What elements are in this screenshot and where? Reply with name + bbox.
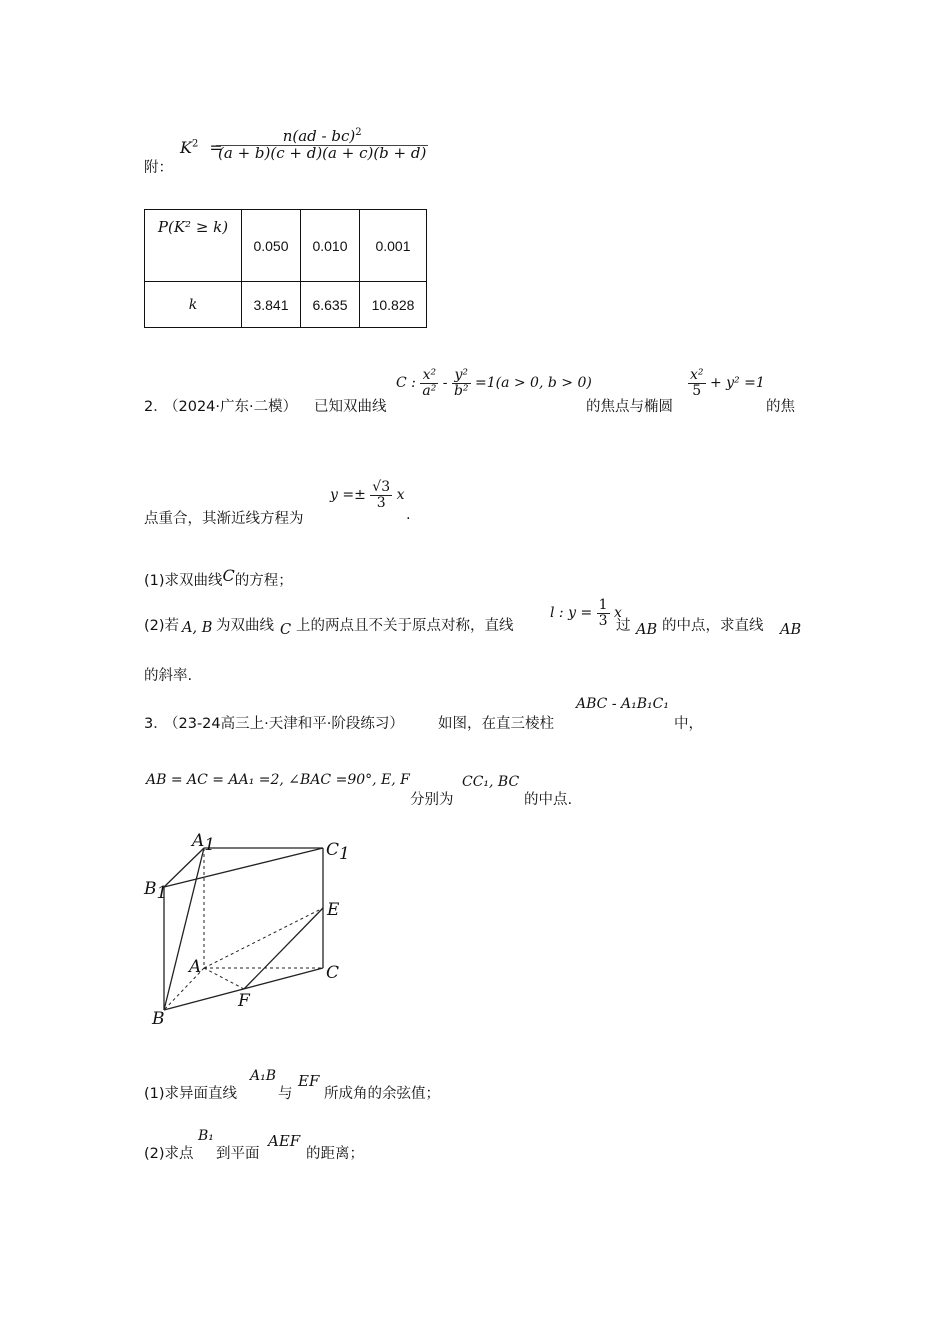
label-b: B bbox=[152, 1009, 165, 1029]
label-b1: B1 bbox=[144, 879, 168, 903]
label-a: A bbox=[189, 957, 202, 977]
q3-p1-ef: EF bbox=[298, 1072, 320, 1090]
q2-text2: 的焦点与椭圆 bbox=[586, 399, 673, 415]
q3-p1-label: (1)求异面直线 bbox=[144, 1086, 238, 1102]
q3-p2-t1: 到平面 bbox=[216, 1146, 260, 1162]
critical-value-table bbox=[144, 209, 427, 328]
q2-p2-t4: 的中点，求直线 bbox=[662, 618, 764, 634]
q3-source: （23-24高三上·天津和平·阶段练习） bbox=[164, 716, 404, 732]
label-c: C bbox=[326, 963, 340, 983]
q3-text2: 中， bbox=[674, 716, 703, 732]
q2-p2-t1: 为双曲线 bbox=[216, 618, 274, 634]
segment-e-f bbox=[244, 908, 323, 989]
q3-p1-t2: 所成角的余弦值； bbox=[324, 1086, 440, 1102]
q3-number: 3． bbox=[144, 716, 168, 732]
hyperbola-equation: C : $\frac{\text{x²}}{\text{a²}}$ - $\frac{\text{y²}}{\text{b²}}$ =1(a > 0, b > 0) bbox=[396, 367, 592, 399]
q2-part2-end: 的斜率. bbox=[144, 668, 193, 684]
q2-p1-text: 的方程； bbox=[234, 573, 293, 589]
q2-text3: 的焦 bbox=[766, 399, 795, 415]
label-c1: C1 bbox=[326, 840, 350, 864]
q3-text4: 的中点. bbox=[524, 792, 573, 808]
q3-p1-t1: 与 bbox=[278, 1086, 293, 1102]
q2-period: . bbox=[406, 507, 411, 523]
q3-p2-t2: 的距离； bbox=[306, 1146, 364, 1162]
table-row-label: k bbox=[145, 282, 242, 328]
q2-text4: 点重合，其渐近线方程为 bbox=[144, 511, 304, 527]
label-e: E bbox=[327, 900, 340, 920]
edge-a1-b1 bbox=[164, 848, 204, 887]
q2-p1-var: C bbox=[222, 566, 235, 585]
edge-b1-c1 bbox=[164, 848, 323, 887]
q3-p2-b1: B₁ bbox=[198, 1128, 214, 1144]
q2-p2-ab2: AB bbox=[636, 622, 658, 638]
label-a1: A1 bbox=[192, 831, 216, 855]
table-cell: 3.841 bbox=[242, 282, 301, 328]
q3-p1-a1b: A₁B bbox=[250, 1068, 277, 1084]
table-row bbox=[145, 210, 427, 282]
q2-p1-label: (1)求双曲线 bbox=[144, 573, 223, 589]
table-row bbox=[145, 282, 427, 328]
table-header-label: P(K² ≥ k) bbox=[145, 210, 242, 282]
asymptote-equation: y =± $\frac{√3}{3}$ x bbox=[330, 479, 405, 511]
q3-p2-label: (2)求点 bbox=[144, 1146, 194, 1162]
table-cell: 0.010 bbox=[301, 210, 360, 282]
table-cell: 6.635 bbox=[301, 282, 360, 328]
q3-text3: 分别为 bbox=[410, 792, 454, 808]
q2-source: （2024·广东·二模） bbox=[164, 399, 298, 415]
q3-condition: AB = AC = AA₁ =2, ∠BAC =90°, E, F bbox=[146, 772, 410, 788]
q3-prism: ABC - A₁B₁C₁ bbox=[576, 696, 669, 712]
prism-figure bbox=[140, 826, 360, 1036]
segment-a-f bbox=[204, 968, 244, 989]
q2-p2-c: C bbox=[280, 622, 292, 638]
table-cell: 0.050 bbox=[242, 210, 301, 282]
q3-midpoints: CC₁, BC bbox=[462, 774, 520, 790]
q2-p2-ab: A, B bbox=[182, 620, 213, 636]
label-f: F bbox=[238, 991, 250, 1011]
table-cell: 0.001 bbox=[360, 210, 427, 282]
q2-number: 2． bbox=[144, 399, 168, 415]
q2-p2-t2: 上的两点且不关于原点对称，直线 bbox=[296, 618, 514, 634]
q2-text1: 已知双曲线 bbox=[314, 399, 387, 415]
segment-a-e bbox=[204, 908, 323, 968]
table-cell: 10.828 bbox=[360, 282, 427, 328]
q2-p2-ab3: AB bbox=[780, 622, 802, 638]
formula-fraction: $\frac{n(ad - bc)^2}{(a + b)(c + d)(a + c)(b + d)}$ bbox=[218, 127, 427, 162]
q2-p2-t3: 过 bbox=[616, 618, 631, 634]
q2-part1 bbox=[144, 566, 293, 590]
formula-lhs: $K^2$ = bbox=[180, 138, 223, 157]
ellipse-equation: $\frac{\text{x²}}{5}$ + y² =1 bbox=[690, 367, 765, 399]
q3-p2-aef: AEF bbox=[268, 1132, 301, 1150]
q2-p2-label: (2)若 bbox=[144, 618, 180, 634]
q3-text1: 如图，在直三棱柱 bbox=[438, 716, 554, 732]
appendix-label: 附： bbox=[144, 160, 173, 176]
q2-line-equation: l : y = $\frac{1}{3}$ x bbox=[550, 597, 622, 629]
segment-a1-b bbox=[164, 848, 204, 1010]
